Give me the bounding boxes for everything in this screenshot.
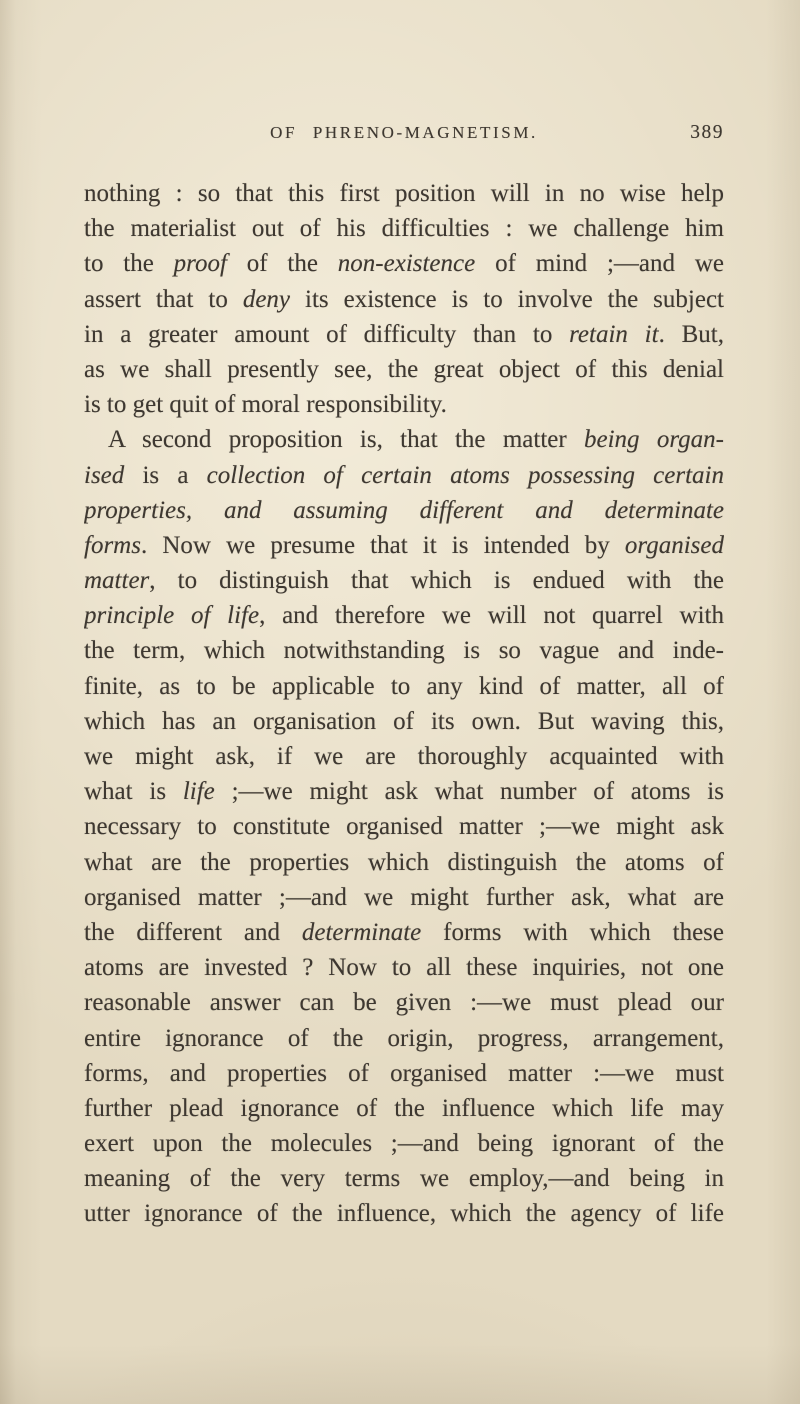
text-run: we might ask, if we are thoroughly acquainted with <box>84 743 724 770</box>
text-run: forms, and properties of organised matter :—we must <box>84 1059 724 1087</box>
text-run: of the <box>226 250 338 278</box>
text-run: of mind ;—and we <box>475 250 724 278</box>
text-run: reasonable answer can be given :—we must plead our <box>84 989 724 1017</box>
text-run: assert that to <box>84 285 243 313</box>
text-run: entire ignorance of the origin, progress, arrangement, <box>84 1024 724 1052</box>
text-line <box>84 1021 724 1056</box>
text-run: in a greater amount of difficulty than to <box>84 320 570 348</box>
text-run: . But, <box>658 320 724 348</box>
text-line <box>84 1196 724 1231</box>
text-line <box>84 739 724 774</box>
text-line <box>84 704 724 739</box>
text-run: organised matter ;—and we might further ask, what are <box>84 883 724 911</box>
running-title: OF PHRENO-MAGNETISM. <box>270 123 538 142</box>
emphasis-text: properties, and assuming different and determinate <box>84 496 724 524</box>
text-line <box>84 246 724 281</box>
text-line <box>84 669 724 704</box>
text-run: further plead ignorance of the influence which life may <box>84 1094 724 1122</box>
emphasis-text: retain it <box>569 320 659 348</box>
text-line <box>84 985 724 1020</box>
text-line <box>84 422 724 457</box>
text-run: is a <box>124 461 207 489</box>
text-line <box>84 633 724 668</box>
text-run: nothing : so that this first position will in no wise help <box>84 180 724 207</box>
emphasis-text: ised <box>84 461 125 489</box>
emphasis-text: determinate <box>301 918 422 946</box>
emphasis-text: matter <box>84 567 150 595</box>
text-line <box>84 458 724 493</box>
text-line <box>84 598 724 633</box>
text-run: ;—we might ask what number of atoms is <box>214 778 724 806</box>
text-run: what is <box>84 778 183 806</box>
emphasis-text: non-existence <box>337 250 476 278</box>
text-run: the term, which notwithstanding is so vague and inde- <box>84 637 724 665</box>
text-run: exert upon the molecules ;—and being ignorant of the <box>84 1130 724 1158</box>
page-number: 389 <box>690 122 724 143</box>
page-body <box>84 176 724 1232</box>
emphasis-text: deny <box>242 285 291 313</box>
text-run: . Now we presume that it is intended by <box>140 531 625 559</box>
text-run: to the <box>84 250 174 278</box>
text-line <box>84 317 724 352</box>
text-run: , and therefore we will not quarrel with <box>259 602 724 630</box>
emphasis-text: life <box>182 778 215 806</box>
text-line <box>84 211 724 246</box>
emphasis-text: being organ- <box>584 426 724 454</box>
emphasis-text: organised <box>624 531 724 559</box>
text-line <box>84 528 724 563</box>
text-run: , to distinguish that which is endued with the <box>149 567 724 595</box>
text-run: necessary to constitute organised matter ;—we might ask <box>84 813 724 841</box>
text-run: the materialist out of his difficulties : we challenge him <box>84 215 724 243</box>
text-run: its existence is to involve the subject <box>290 285 724 313</box>
text-line <box>84 1126 724 1161</box>
text-run: what are the properties which distinguish the atoms of <box>84 848 724 876</box>
text-run: meaning of the very terms we employ,—and being in <box>84 1165 724 1193</box>
text-line <box>84 950 724 985</box>
text-run: finite, as to be applicable to any kind of matter, all of <box>84 672 724 700</box>
text-line <box>84 880 724 915</box>
text-run: A second proposition is, that the matter <box>108 426 584 454</box>
text-line <box>84 1161 724 1196</box>
text-line <box>84 915 724 950</box>
text-line <box>84 493 724 528</box>
text-run: the different and <box>84 918 302 946</box>
text-line <box>84 845 724 880</box>
text-run: as we shall presently see, the great object of this denial <box>84 355 724 383</box>
text-run: which has an organisation of its own. But waving this, <box>84 707 724 735</box>
text-line <box>84 176 724 211</box>
text-run: atoms are invested ? Now to all these inquiries, not one <box>84 954 724 982</box>
text-line <box>84 809 724 844</box>
text-line <box>84 563 724 598</box>
page-header <box>84 119 724 147</box>
text-run: utter ignorance of the influence, which the agency of life <box>84 1200 724 1228</box>
text-run: is to get quit of moral responsibility. <box>84 391 447 419</box>
text-line <box>84 774 724 809</box>
emphasis-text: principle of life <box>84 602 260 630</box>
text-line <box>84 1056 724 1091</box>
emphasis-text: forms <box>84 531 141 559</box>
text-line <box>84 387 724 422</box>
text-line <box>84 352 724 387</box>
emphasis-text: collection of certain atoms possessing certain <box>206 461 724 489</box>
text-line <box>84 282 724 317</box>
emphasis-text: proof <box>173 250 227 278</box>
text-line <box>84 1091 724 1126</box>
text-run: forms with which these <box>421 918 724 946</box>
